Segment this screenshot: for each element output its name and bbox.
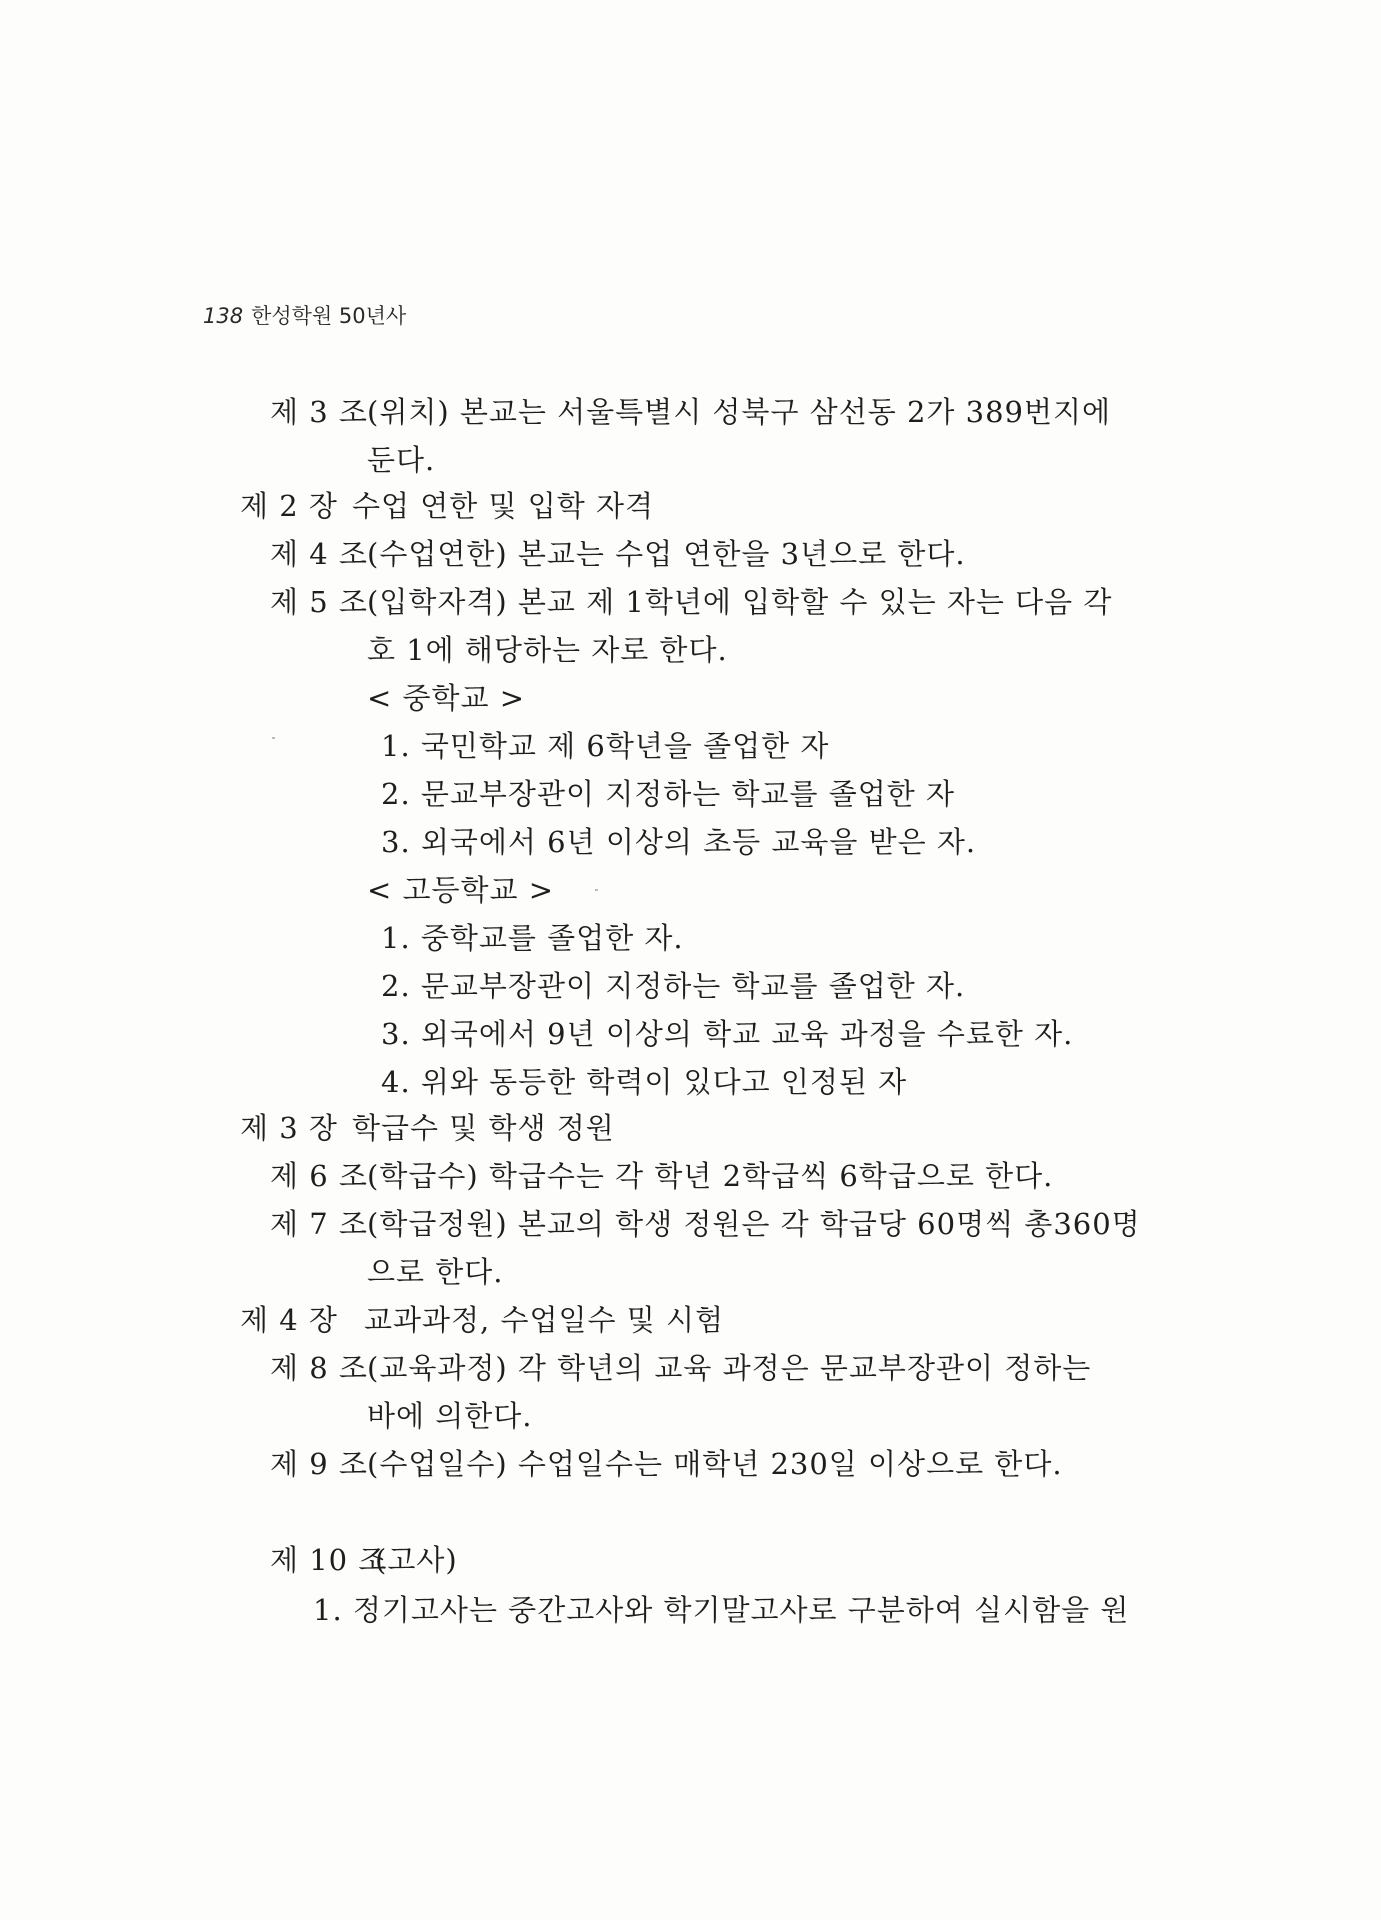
- list-item-text: 2. 문교부장관이 지정하는 학교를 졸업한 자.: [381, 969, 966, 1003]
- list-item: [313, 1590, 1129, 1630]
- article-line: [270, 1348, 1091, 1388]
- line-text: 으로 한다.: [367, 1255, 504, 1289]
- line-text: 둔다.: [367, 443, 436, 477]
- continuation-line: [367, 440, 435, 480]
- article-number: 제 10 조: [270, 1543, 388, 1577]
- continuation-line: [367, 1396, 533, 1436]
- line-text: 바에 의한다.: [367, 1399, 533, 1433]
- chapter-title: 수업 연한 및 입학 자격: [352, 489, 654, 523]
- article-text: (수업연한) 본교는 수업 연한을 3년으로 한다.: [367, 537, 966, 571]
- scan-speck: [595, 889, 598, 891]
- line-text: 호 1에 해당하는 자로 한다.: [367, 633, 728, 667]
- article-line: [270, 392, 1111, 432]
- subsection-title: < 고등학교 >: [367, 873, 555, 907]
- article-number: 제 3 조: [270, 395, 368, 429]
- article-text: (학급정원) 본교의 학생 정원은 각 학급당 60명씩 총360명: [367, 1207, 1141, 1241]
- book-title: 한성학원 50년사: [251, 304, 407, 328]
- article-line: [270, 1444, 1063, 1484]
- list-item-text: 3. 외국에서 9년 이상의 학교 교육 과정을 수료한 자.: [381, 1017, 1074, 1051]
- list-item: [381, 774, 955, 814]
- page-header: [203, 300, 406, 330]
- chapter-heading: [240, 1300, 724, 1340]
- article-number: 제 4 조: [270, 537, 368, 571]
- list-item-text: 3. 외국에서 6년 이상의 초등 교육을 받은 자.: [381, 825, 977, 859]
- list-item: [381, 918, 684, 958]
- article-number: 제 7 조: [270, 1207, 368, 1241]
- list-item: [381, 1014, 1073, 1054]
- continuation-line: [367, 1252, 504, 1292]
- chapter-number: 제 2 장: [240, 489, 338, 523]
- continuation-line: [367, 630, 728, 670]
- list-item: [381, 726, 829, 766]
- list-item-text: 1. 국민학교 제 6학년을 졸업한 자: [381, 729, 830, 763]
- article-line: [270, 1204, 1141, 1244]
- list-item-text: 1. 중학교를 졸업한 자.: [381, 921, 684, 955]
- article-line: [270, 1540, 458, 1580]
- list-item-text: 1. 정기고사는 중간고사와 학기말고사로 구분하여 실시함을 원: [313, 1593, 1130, 1627]
- article-text: (교육과정) 각 학년의 교육 과정은 문교부장관이 정하는: [367, 1351, 1092, 1385]
- list-item-text: 2. 문교부장관이 지정하는 학교를 졸업한 자: [381, 777, 955, 811]
- chapter-number: 제 4 장: [240, 1303, 338, 1337]
- subsection-heading: [367, 678, 525, 718]
- article-number: 제 5 조: [270, 585, 368, 619]
- article-line: [270, 534, 966, 574]
- list-item-text: 4. 위와 동등한 학력이 있다고 인정된 자: [381, 1065, 908, 1099]
- chapter-heading: [240, 486, 654, 526]
- article-text: (위치) 본교는 서울특별시 성북구 삼선동 2가 389번지에: [367, 395, 1112, 429]
- chapter-heading: [240, 1108, 615, 1148]
- article-text: (고사): [375, 1543, 458, 1577]
- article-number: 제 6 조: [270, 1159, 368, 1193]
- article-number: 제 9 조: [270, 1447, 368, 1481]
- list-item: [381, 822, 976, 862]
- subsection-title: < 중학교 >: [367, 681, 526, 715]
- page-number: 138: [203, 304, 244, 328]
- article-text: (수업일수) 수업일수는 매학년 230일 이상으로 한다.: [367, 1447, 1063, 1481]
- article-line: [270, 1156, 1053, 1196]
- subsection-heading: [367, 870, 554, 910]
- chapter-title: 학급수 및 학생 정원: [352, 1111, 615, 1145]
- list-item: [381, 1062, 907, 1102]
- list-item: [381, 966, 965, 1006]
- article-number: 제 8 조: [270, 1351, 368, 1385]
- article-text: (입학자격) 본교 제 1학년에 입학할 수 있는 자는 다음 각: [367, 585, 1113, 619]
- article-line: [270, 582, 1112, 622]
- scan-speck: [272, 737, 275, 739]
- article-text: (학급수) 학급수는 각 학년 2학급씩 6학급으로 한다.: [367, 1159, 1054, 1193]
- chapter-title: 교과과정, 수업일수 및 시험: [364, 1303, 725, 1337]
- chapter-number: 제 3 장: [240, 1111, 338, 1145]
